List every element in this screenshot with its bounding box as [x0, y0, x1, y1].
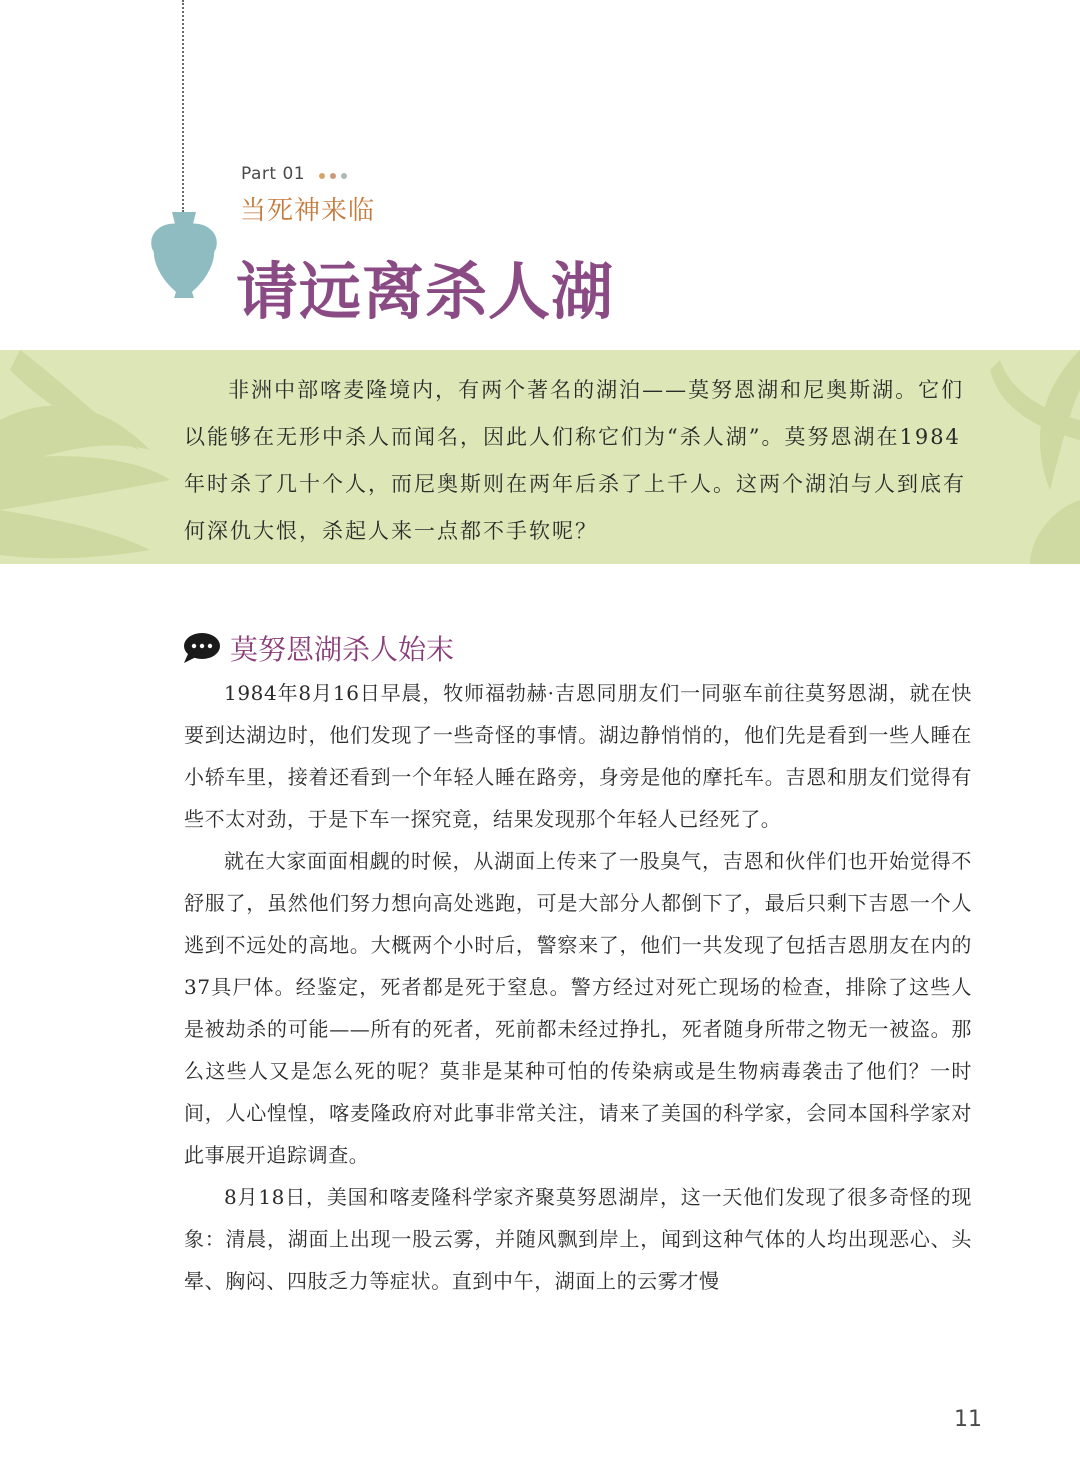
body-paragraph-2: 就在大家面面相觑的时候，从湖面上传来了一股臭气，吉恩和伙伴们也开始觉得不舒服了，虽然他们努力想向高处逃跑，可是大部分人都倒下了，最后只剩下吉恩一个人逃到不远处的高地。大概两个小时后，警察来了，他们一共发现了包括吉恩朋友在内的37具尸体。经鉴定，死者都是死于窒息。警方经过对死亡现场的检查，排除了这些人是被劫杀的可能——所有的死者，死前都未经过挣扎，死者随身所带之物无一被盗。那么这些人又是怎么死的呢？莫非是某种可怕的传染病或是生物病毒袭击了他们？一时间，人心惶惶，喀麦隆政府对此事非常关注，请来了美国的科学家，会同本国科学家对此事展开追踪调查。	[184, 849, 972, 1167]
body-text	[184, 672, 972, 1302]
part-label	[241, 164, 352, 184]
hanging-string	[182, 0, 184, 212]
section-title: 莫努恩湖杀人始末	[230, 633, 455, 666]
intro-band	[0, 350, 1080, 564]
intro-paragraph: 非洲中部喀麦隆境内，有两个著名的湖泊——莫努恩湖和尼奥斯湖。它们以能够在无形中杀人而闻名，因此人们称它们为“杀人湖”。莫努恩湖在1984年时杀了几十个人，而尼奥斯则在两年后杀了上千人。这两个湖泊与人到底有何深仇大恨，杀起人来一点都不手软呢？	[184, 378, 966, 543]
body-paragraph-3: 8月18日，美国和喀麦隆科学家齐聚莫努恩湖岸，这一天他们发现了很多奇怪的现象：清晨，湖面上出现一股云雾，并随风飘到岸上，闻到这种气体的人均出现恶心、头晕、胸闷、四肢乏力等症状。直到中午，湖面上的云雾才慢	[184, 1185, 972, 1293]
chapter-subtitle: 当死神来临	[240, 196, 376, 226]
dot-2	[330, 173, 336, 179]
dot-3	[341, 173, 347, 179]
intro-text	[184, 367, 974, 555]
part-number: Part 01	[241, 164, 306, 184]
dot-1	[319, 173, 325, 179]
page-title: 请远离杀人湖	[236, 255, 615, 328]
page-number: 11	[954, 1407, 982, 1432]
part-dots	[319, 164, 352, 184]
body-paragraph-1: 1984年8月16日早晨，牧师福勃赫·吉恩同朋友们一同驱车前往莫努恩湖，就在快要到达湖边时，他们发现了一些奇怪的事情。湖边静悄悄的，他们先是看到一些人睡在小轿车里，接着还看到一个年轻人睡在路旁，身旁是他的摩托车。吉恩和朋友们觉得有些不太对劲，于是下车一探究竟，结果发现那个年轻人已经死了。	[184, 681, 972, 831]
vase-icon	[146, 206, 222, 302]
speech-bubble-icon	[182, 632, 220, 664]
